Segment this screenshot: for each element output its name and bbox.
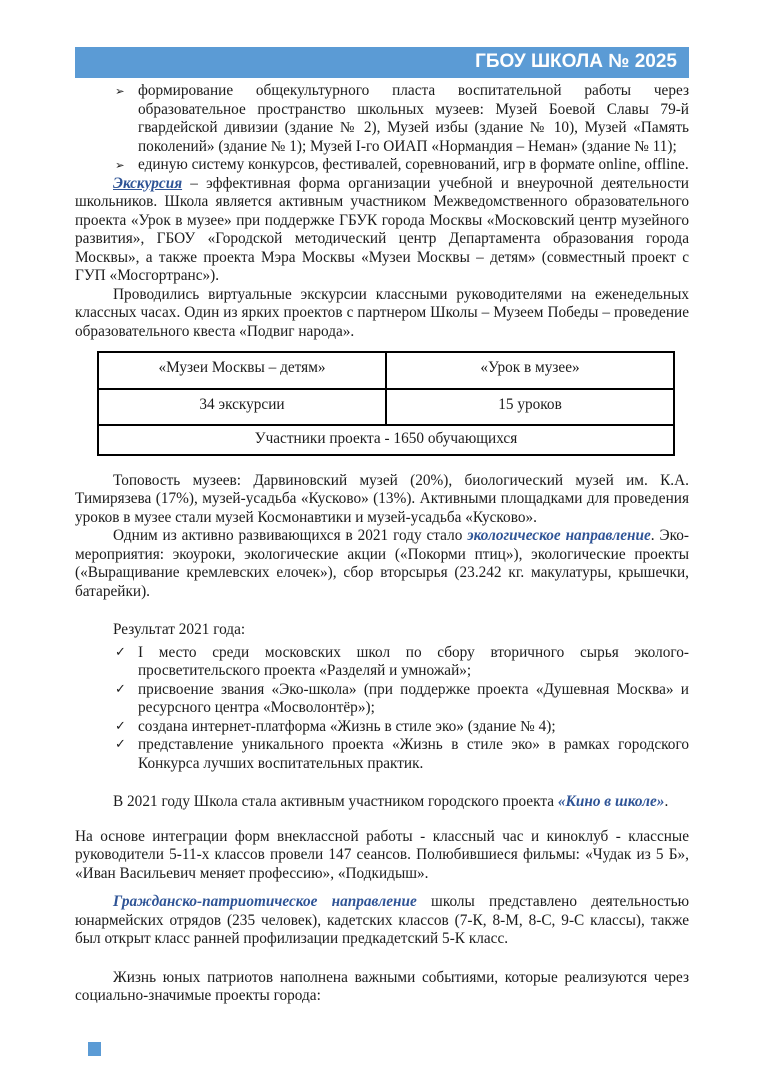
table-cell-value2: 15 уроков <box>386 389 674 426</box>
bullet-item <box>75 156 689 175</box>
bullet-item <box>75 82 689 156</box>
museums-projects-table <box>97 351 675 456</box>
cinema-paragraph <box>75 793 689 812</box>
result-item-text: создана интернет-платформа «Жизнь в стиле эко» (здание № 4); <box>138 717 556 735</box>
header-banner <box>75 47 689 78</box>
bullet-item-text: единую систему конкурсов, фестивалей, соревнований, игр в формате online, offline. <box>138 156 689 173</box>
result-item-text: I место среди московских школ по сбору вторичного сырья эколого-просветительского проекта «Разделяй и умножай»; <box>138 643 689 679</box>
cinema-prefix: В 2021 году Школа стала активным участником городского проекта <box>113 793 558 810</box>
museum-bullet-list <box>75 82 689 175</box>
eco-suffix: . Эко-мероприятия: экоуроки, экологические акции («Покорми птиц»), экологические проекты («Выращивание кремлевских елочек»), сбор вторсырья (23.242 кг. макулатуры, крышечки, батарейки). <box>75 527 689 600</box>
cinema-term: «Кино в школе» <box>557 793 665 810</box>
footer-page-marker <box>88 1042 101 1056</box>
patriots-life-paragraph: Жизнь юных патриотов наполнена важными событиями, которые реализуются через социально-значимые проекты города: <box>75 968 689 1004</box>
check-icon: ✓ <box>115 681 126 697</box>
table-cell-project2: «Урок в музее» <box>386 352 674 389</box>
result-item-text: присвоение звания «Эко-школа» (при поддержке проекта «Душевная Москва» и ресурсного центра «Мосволонтёр»); <box>138 680 689 716</box>
check-icon: ✓ <box>115 737 126 752</box>
excursion-paragraph <box>75 175 689 286</box>
result-item <box>75 644 689 681</box>
museums-top-paragraph: Топовость музеев: Дарвиновский музей (20%), биологический музей им. К.А. Тимирязева (17%), музей-усадьба «Кусково» (13%). Активными площадками для проведения уроков в музее стали музей Космонавтики и музей-усадьба «Кусково». <box>75 471 689 526</box>
table-header-row <box>98 352 674 389</box>
check-icon: ✓ <box>115 644 126 660</box>
table-cell-participants: Участники проекта - 1650 обучающихся <box>98 425 674 455</box>
patriotic-text: школы представлено деятельностью юнармейских отрядов (235 человек), кадетских классов (7-К, 8-М, 8-С, 9-С классы), также был открыт класс ранней профилизации предкадетский 5-К класс. <box>75 893 689 947</box>
check-icon: ✓ <box>115 718 126 734</box>
document-page <box>75 47 689 1006</box>
table-footer-row <box>98 425 674 455</box>
result-item <box>75 736 689 773</box>
cinema-suffix: . <box>664 793 669 810</box>
result-item <box>75 681 689 718</box>
arrow-bullet-icon: ➢ <box>115 158 125 172</box>
patriotic-paragraph <box>75 893 689 949</box>
result-item-text: представление уникального проекта «Жизнь в стиле эко» в рамках городского Конкурса лучших воспитательных практик. <box>138 736 689 772</box>
arrow-bullet-icon: ➢ <box>115 84 125 98</box>
excursion-term: Экскурсия <box>113 174 183 192</box>
patriotic-term: Гражданско-патриотическое направление <box>113 893 417 910</box>
excursion-text: – эффективная форма организации учебной и внеурочной деятельности школьников. Школа является активным участником Межведомственного образовательного проекта «Урок в музее» при поддержке ГБУК города Москвы «Московский центр музейного развития», ГБОУ «Городской методический центр Департамента образования города Москвы», а также проекта Мэра Москвы «Музеи Москвы – детям» (совместный проект с ГУП «Мосгортранс»). <box>75 174 689 284</box>
table-cell-value1: 34 экскурсии <box>98 389 386 426</box>
cinema-details-paragraph: На основе интеграции форм внеклассной работы - классный час и киноклуб - классные руководители 5-11-х классов провели 147 сеансов. Полюбившиеся фильмы: «Чудак из 5 Б», «Иван Васильевич меняет профессию», «Подкидыш». <box>75 827 689 882</box>
results-heading: Результат 2021 года: <box>113 621 246 638</box>
eco-paragraph <box>75 527 689 601</box>
virtual-tours-paragraph: Проводились виртуальные экскурсии классными руководителями на еженедельных классных часах. Один из ярких проектов с партнером Школы – Музеем Победы – проведение образовательного квеста «Подвиг народа». <box>75 285 689 340</box>
result-item <box>75 718 689 737</box>
school-title: ГБОУ ШКОЛА № 2025 <box>475 51 677 73</box>
table-cell-project1: «Музеи Москвы – детям» <box>98 352 386 389</box>
eco-prefix: Одним из активно развивающихся в 2021 году стало <box>113 527 468 544</box>
eco-term: экологическое направление <box>467 527 651 544</box>
results-check-list <box>75 644 689 774</box>
table-values-row <box>98 389 674 426</box>
bullet-item-text: формирование общекультурного пласта воспитательной работы через образовательное пространство школьных музеев: Музей Боевой Славы 79-й гвардейской дивизии (здание № 2), Музей избы (здание № 10), Музей «Память поколений» (здание № 1); Музей I-го ОИАП «Нормандия – Неман» (здание № 11); <box>138 82 689 155</box>
